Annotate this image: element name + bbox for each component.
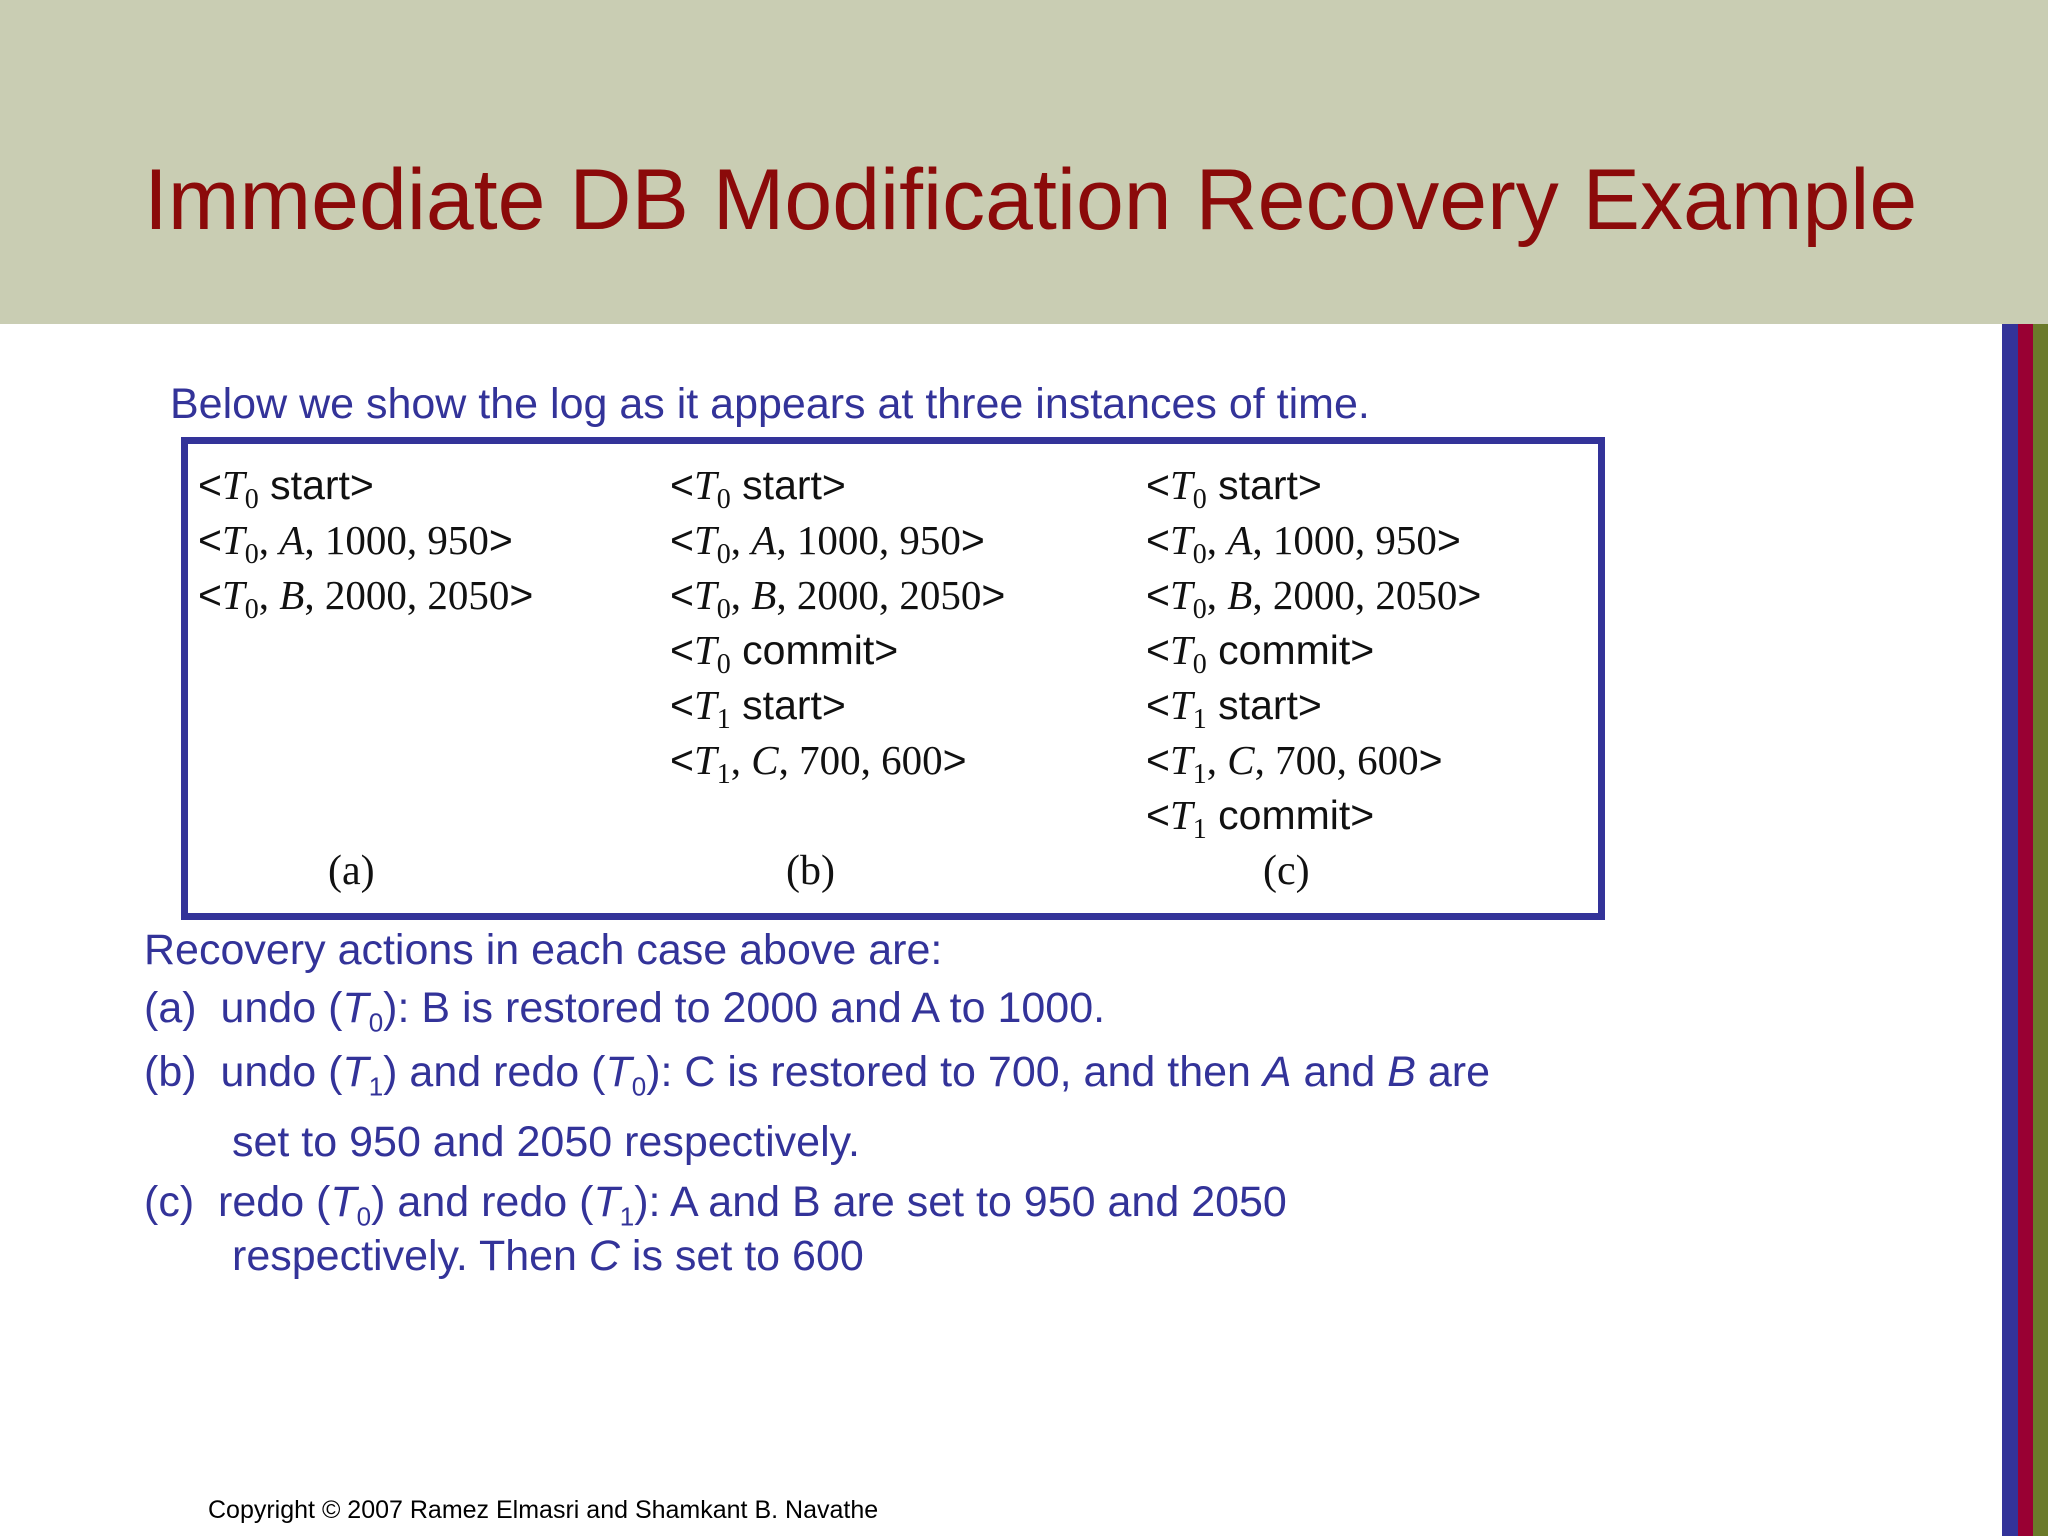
- recovery-item-b-cont: set to 950 and 2050 respectively.: [232, 1118, 860, 1166]
- title-band: [0, 0, 2048, 324]
- log-column-c: [1146, 458, 1482, 846]
- recovery-item-a: (a) undo $(T_0)$: B is restored to 2000 and A to 1000.: [144, 984, 1106, 1038]
- log-line: $<T_1$ start>: [670, 682, 846, 736]
- log-line: $<T_0$, A, 1000, 950>: [670, 517, 985, 571]
- log-column-a: [198, 458, 534, 626]
- slide-title: Immediate DB Modification Recovery Example: [144, 152, 1918, 248]
- log-line: $<T_1$, C, 700, 600>: [670, 737, 967, 791]
- log-line: $<T_0$, B, 2000, 2050>: [670, 572, 1006, 626]
- log-line: $<T_0$, A, 1000, 950>: [198, 517, 513, 571]
- log-line: $<T_1$ commit>: [1146, 792, 1375, 846]
- log-line: $<T_0$ commit>: [670, 627, 899, 681]
- log-line: $<T_0$, B, 2000, 2050>: [198, 572, 534, 626]
- log-line: $<T_0$, A, 1000, 950>: [1146, 517, 1461, 571]
- log-line: $<T_0$, B, 2000, 2050>: [1146, 572, 1482, 626]
- log-line: $<T_0$ start>: [198, 462, 374, 516]
- log-line: $<T_0$ start>: [1146, 462, 1322, 516]
- decorative-stripe-blue: [2002, 324, 2018, 1536]
- decorative-stripe-olive: [2033, 324, 2048, 1536]
- log-caption-b: (b): [786, 848, 835, 894]
- recovery-item-b: (b) undo $(T_1)$ and redo $(T_0)$: C is restored to 700, and then A and B are: [144, 1048, 1491, 1102]
- log-caption-a: (a): [328, 848, 375, 894]
- log-line: $<T_1$, C, 700, 600>: [1146, 737, 1443, 791]
- recovery-item-c: (c) redo $(T_0)$ and redo $(T_1)$: A and B are set to 950 and 2050: [144, 1178, 1287, 1232]
- log-column-b: [670, 458, 1006, 791]
- recovery-item-c-cont: respectively. Then C is set to 600: [232, 1232, 864, 1280]
- copyright-footer: Copyright © 2007 Ramez Elmasri and Shamkant B. Navathe: [208, 1496, 879, 1524]
- intro-text: Below we show the log as it appears at three instances of time.: [170, 380, 1370, 428]
- log-line: $<T_0$ commit>: [1146, 627, 1375, 681]
- recovery-heading: Recovery actions in each case above are:: [144, 926, 943, 974]
- log-line: $<T_1$ start>: [1146, 682, 1322, 736]
- log-caption-c: (c): [1263, 848, 1310, 894]
- decorative-stripe-red: [2018, 324, 2033, 1536]
- log-line: $<T_0$ start>: [670, 462, 846, 516]
- log-figure: [181, 437, 1605, 920]
